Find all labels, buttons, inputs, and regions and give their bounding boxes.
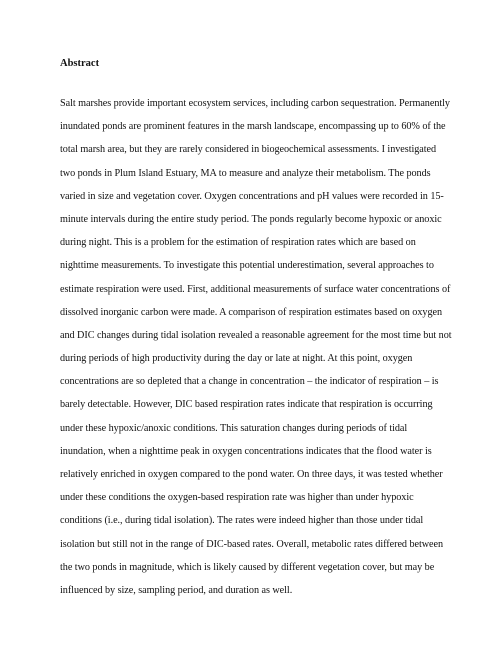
abstract-line: minute intervals during the entire study period. The ponds regularly become hypoxic or anoxic xyxy=(60,213,442,225)
abstract-line: during periods of high productivity during the day or late at night. At this point, oxygen xyxy=(60,353,413,365)
abstract-line: varied in size and vegetation cover. Oxygen concentrations and pH values were recorded in 15- xyxy=(60,190,444,202)
abstract-line: total marsh area, but they are rarely considered in biogeochemical assessments. I investigated xyxy=(60,144,437,156)
abstract-line: conditions (i.e., during tidal isolation). The rates were indeed higher than those under tidal xyxy=(60,515,424,527)
abstract-line: two ponds in Plum Island Estuary, MA to measure and analyze their metabolism. The ponds xyxy=(60,167,431,179)
abstract-body xyxy=(60,92,455,602)
abstract-line: isolation but still not in the range of DIC-based rates. Overall, metabolic rates differed between xyxy=(60,538,444,550)
abstract-line: Salt marshes provide important ecosystem services, including carbon sequestration. Permanently xyxy=(60,98,450,109)
abstract-line: and DIC changes during tidal isolation revealed a reasonable agreement for the most time but not xyxy=(60,329,452,341)
abstract-line: during night. This is a problem for the estimation of respiration rates which are based on xyxy=(60,237,416,249)
abstract-line: estimate respiration were used. First, additional measurements of surface water concentrations of xyxy=(60,283,451,295)
abstract-line: relatively enriched in oxygen compared to the pond water. On three days, it was tested whether xyxy=(60,469,443,480)
abstract-line: influenced by size, sampling period, and duration as well. xyxy=(60,584,293,596)
abstract-line: nighttime measurements. To investigate this potential underestimation, several approaches to xyxy=(60,260,434,272)
abstract-line: the two ponds in magnitude, which is likely caused by different vegetation cover, but may be xyxy=(60,561,435,573)
abstract-heading: Abstract xyxy=(60,58,100,69)
abstract-line: barely detectable. However, DIC based respiration rates indicate that respiration is occurring xyxy=(60,399,433,411)
abstract-line: inundated ponds are prominent features in the marsh landscape, encompassing up to 60% of the xyxy=(60,121,446,133)
abstract-line: under these conditions the oxygen-based respiration rate was higher than under hypoxic xyxy=(60,492,414,504)
abstract-line: under these hypoxic/anoxic conditions. This saturation changes during periods of tidal xyxy=(60,422,408,434)
abstract-line: concentrations are so depleted that a change in concentration – the indicator of respiration – is xyxy=(60,376,439,388)
abstract-line: inundation, when a nighttime peak in oxygen concentrations indicates that the flood water is xyxy=(60,445,432,457)
abstract-line: dissolved inorganic carbon were made. A comparison of respiration estimates based on oxygen xyxy=(60,306,443,318)
